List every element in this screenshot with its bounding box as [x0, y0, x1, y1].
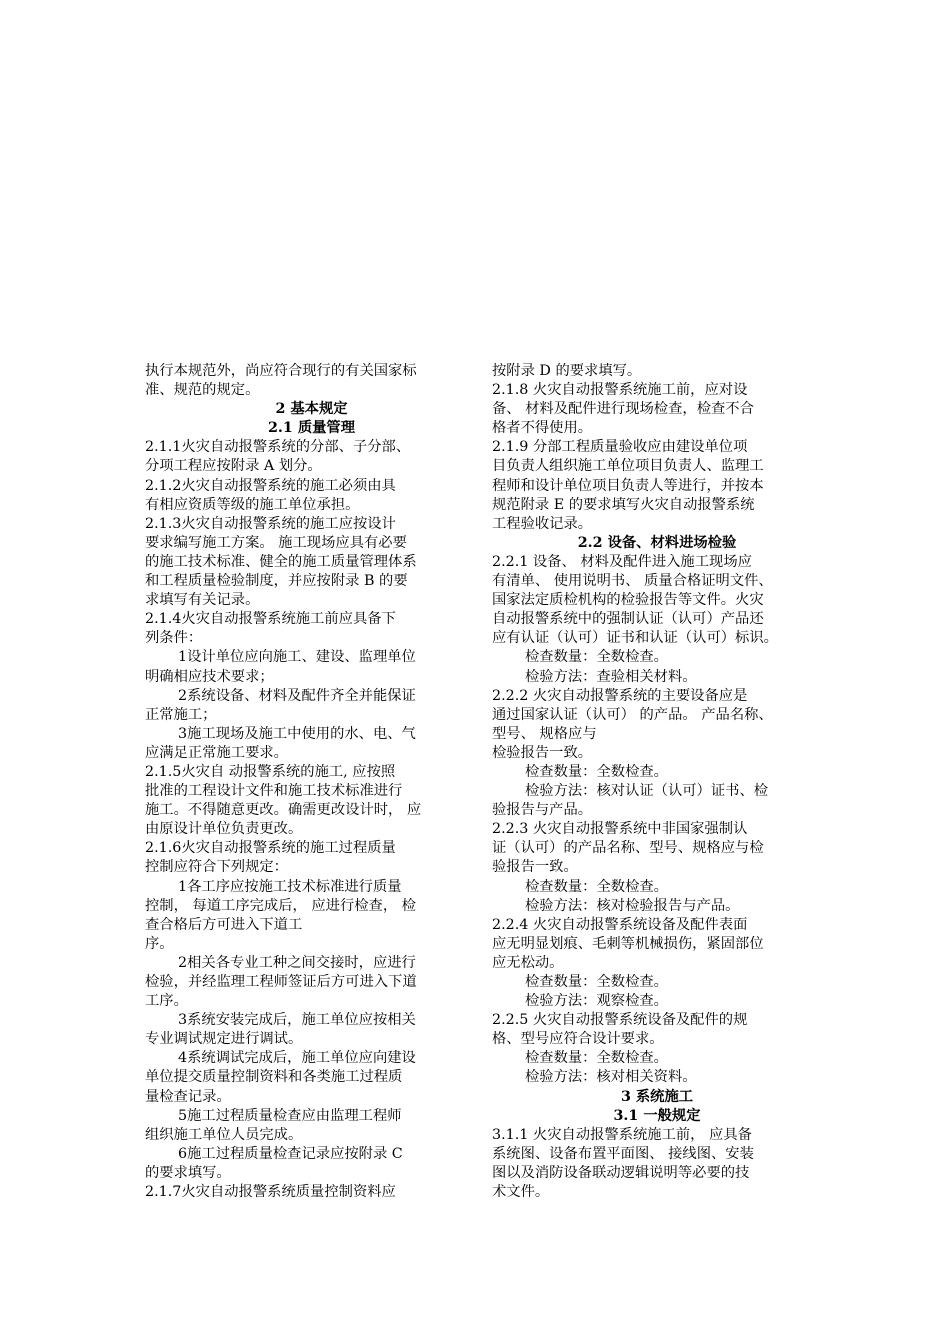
text-line: 验报告一致。	[492, 859, 578, 876]
text-line: 格者不得使用。	[492, 420, 593, 437]
section-heading: 2 基本规定	[275, 401, 348, 418]
indented-text-line: 检查数量：全数检查。	[525, 649, 668, 666]
text-line: 2.1.4火灾自动报警系统施工前应具备下	[145, 611, 396, 628]
left-column	[145, 362, 478, 1202]
text-line: 2.1.5火灾自 动报警系统的施工, 应按照	[145, 763, 396, 780]
text-line: 程师和设计单位项目负责人等进行，并按本	[492, 477, 764, 494]
text-line: 工序。	[145, 993, 188, 1010]
indented-text-line: 检验方法：观察检查。	[525, 993, 668, 1010]
indented-text-line: 3系统安装完成后，施工单位应按相关	[178, 1012, 416, 1029]
text-line: 控制应符合下列规定：	[145, 859, 288, 876]
indented-text-line: 检查数量：全数检查。	[525, 1050, 668, 1067]
text-line: 2.2.3 火灾自动报警系统中非国家强制认	[492, 821, 748, 838]
indented-text-line: 6施工过程质量检查记录应按附录 C	[178, 1145, 403, 1162]
text-line: 国家法定质检机构的检验报告等文件。火灾	[492, 592, 764, 609]
text-line: 明确相应技术要求；	[145, 668, 274, 685]
text-line: 的施工技术标准、健全的施工质量管理体系	[145, 553, 417, 570]
text-line: 专业调试规定进行调试。	[145, 1031, 303, 1048]
text-line: 检验报告一致。	[492, 744, 593, 761]
text-line: 格、型号应符合设计要求。	[492, 1031, 664, 1048]
text-line: 求填写有关记录。	[145, 592, 260, 609]
indented-text-line: 检查数量：全数检查。	[525, 763, 668, 780]
text-line: 有清单、 使用说明书、 质量合格证明文件、	[492, 573, 773, 590]
text-line: 准、规范的规定。	[145, 382, 260, 399]
section-heading: 3 系统施工	[620, 1088, 694, 1105]
text-line: 2.2.4 火灾自动报警系统设备及配件表面	[492, 916, 748, 933]
indented-text-line: 3施工现场及施工中使用的水、电、气	[178, 725, 416, 742]
text-line: 自动报警系统中的强制认证（认可）产品还	[492, 611, 764, 628]
text-line: 量检查记录。	[145, 1088, 231, 1105]
text-line: 分项工程应按附录 A 划分。	[145, 458, 322, 475]
text-line: 2.2.5 火灾自动报警系统设备及配件的规	[492, 1012, 748, 1029]
text-line: 证（认可）的产品名称、型号、规格应与检	[492, 840, 764, 857]
text-line: 规范附录 E 的要求填写火灾自动报警系统	[492, 496, 755, 513]
text-line: 应有认证（认可）证书和认证（认可）标识。	[492, 630, 778, 647]
text-line: 型号、 规格应与	[492, 725, 597, 742]
text-line: 组织施工单位人员完成。	[145, 1126, 303, 1143]
indented-text-line: 2系统设备、材料及配件齐全并能保证	[178, 687, 416, 704]
text-line: 和工程质量检验制度，并应按附录 B 的要	[145, 573, 408, 590]
indented-text-line: 5施工过程质量检查应由监理工程师	[178, 1107, 402, 1124]
text-line: 控制， 每道工序完成后， 应进行检查， 检	[145, 897, 416, 914]
text-line: 工程验收记录。	[492, 515, 593, 532]
text-line: 2.1.2火灾自动报警系统的施工必须由具	[145, 477, 396, 494]
text-line: 2.1.6火灾自动报警系统的施工过程质量	[145, 840, 396, 857]
section-heading: 2.2 设备、材料进场检验	[577, 534, 737, 551]
indented-text-line: 检验方法：核对检验报告与产品。	[525, 897, 740, 914]
text-line: 验报告与产品。	[492, 802, 593, 819]
section-heading: 2.1 质量管理	[267, 420, 356, 437]
text-line: 列条件：	[145, 630, 203, 647]
text-line: 检验，并经监理工程师签证后方可进入下道	[145, 974, 417, 990]
indented-text-line: 1各工序应按施工技术标准进行质量	[178, 878, 402, 895]
right-column	[492, 362, 822, 1202]
text-line: 2.1.7火灾自动报警系统质量控制资料应	[145, 1184, 396, 1201]
indented-text-line: 4系统调试完成后，施工单位应向建设	[178, 1050, 416, 1067]
text-line: 批准的工程设计文件和施工技术标准进行	[145, 783, 403, 800]
text-line: 目负责人组织施工单位项目负责人、监理工	[492, 458, 764, 475]
text-line: 要求编写施工方案。 施工现场应具有必要	[145, 534, 407, 551]
text-line: 系统图、设备布置平面图、 接线图、安装	[492, 1145, 754, 1162]
text-line: 3.1.1 火灾自动报警系统施工前， 应具备	[492, 1126, 752, 1143]
text-line: 的要求填写。	[145, 1164, 231, 1181]
indented-text-line: 2相关各专业工种之间交接时，应进行	[178, 954, 416, 971]
text-line: 应无松动。	[492, 954, 564, 971]
text-line: 有相应资质等级的施工单位承担。	[145, 496, 360, 513]
indented-text-line: 检验方法：核对认证（认可）证书、检	[525, 783, 769, 800]
text-line: 执行本规范外，尚应符合现行的有关国家标	[145, 363, 417, 379]
text-line: 序。	[145, 935, 174, 952]
text-line: 2.1.9 分部工程质量验收应由建设单位项	[492, 439, 748, 456]
text-line: 2.2.1 设备、 材料及配件进入施工现场应	[492, 553, 752, 570]
text-line: 2.2.2 火灾自动报警系统的主要设备应是	[492, 687, 748, 704]
text-line: 正常施工；	[145, 706, 217, 723]
text-line: 查合格后方可进入下道工	[145, 916, 303, 933]
text-line: 备、 材料及配件进行现场检查，检查不合	[492, 401, 754, 418]
text-line: 2.1.8 火灾自动报警系统施工前，应对设	[492, 382, 748, 399]
indented-text-line: 检验方法：查验相关材料。	[525, 668, 697, 685]
text-line: 2.1.3火灾自动报警系统的施工应按设计	[145, 515, 396, 532]
indented-text-line: 检验方法：核对相关资料。	[525, 1069, 697, 1086]
indented-text-line: 检查数量：全数检查。	[525, 974, 668, 990]
text-line: 施工。不得随意更改。确需更改设计时， 应	[145, 802, 422, 819]
text-line: 应无明显划痕、毛刺等机械损伤，紧固部位	[492, 935, 764, 952]
text-line: 2.1.1火灾自动报警系统的分部、子分部、	[145, 439, 411, 456]
text-line: 图以及消防设备联动逻辑说明等必要的技	[492, 1164, 750, 1181]
text-line: 由原设计单位负责更改。	[145, 821, 303, 838]
indented-text-line: 1设计单位应向施工、建设、监理单位	[178, 649, 416, 666]
indented-text-line: 检查数量：全数检查。	[525, 878, 668, 895]
text-line: 按附录 D 的要求填写。	[492, 363, 642, 379]
text-line: 单位提交质量控制资料和各类施工过程质	[145, 1069, 403, 1086]
text-line: 应满足正常施工要求。	[145, 744, 288, 761]
section-heading: 3.1 一般规定	[613, 1107, 701, 1124]
text-line: 通过国家认证（认可） 的产品。 产品名称、	[492, 706, 773, 723]
text-line: 术文件。	[492, 1184, 550, 1201]
